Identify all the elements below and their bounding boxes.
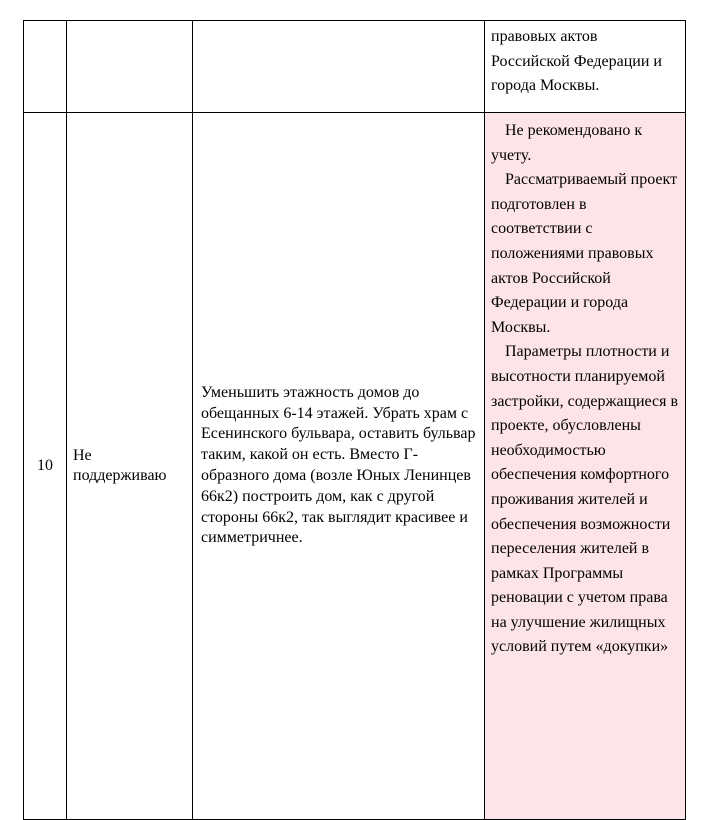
response-paragraph: Не рекомендовано к учету. (491, 122, 643, 164)
response-paragraph: Параметры плотности и высотности планируемой застройки, содержащиеся в проекте, обусловлены необходимостью обеспечения комфортного проживания жителей и обеспечения возможности переселения жителей в рамках Программы реновации с учетом права на улучшение жилищных условий путем «докупки» (491, 343, 679, 656)
cell-opinion: Не поддерживаю (67, 113, 193, 820)
cell-response-continued (485, 21, 686, 113)
consultation-table (23, 20, 686, 820)
cell-opinion-empty (67, 21, 193, 113)
cell-number-empty (24, 21, 67, 113)
cell-row-number: 10 (24, 113, 67, 820)
cell-response-highlighted (485, 113, 686, 820)
response-continued-text: правовых актов Российской Федерации и города Москвы. (491, 28, 662, 95)
cell-proposal: Уменьшить этажность домов до обещанных 6-14 этажей. Убрать храм с Есенинского бульвара, оставить бульвар таким, какой он есть. Вместо Г-образного дома (возле Юных Ленинцев 66к2) построить дом, как с другой стороны 66к2, так выглядит красивее и симметричнее. (193, 113, 485, 820)
table-row-10 (24, 113, 686, 820)
response-paragraph: Рассматриваемый проект подготовлен в соответствии с положениями правовых актов Российской Федерации и города Москвы. (491, 171, 678, 336)
cell-proposal-empty (193, 21, 485, 113)
table-row-continued (24, 21, 686, 113)
